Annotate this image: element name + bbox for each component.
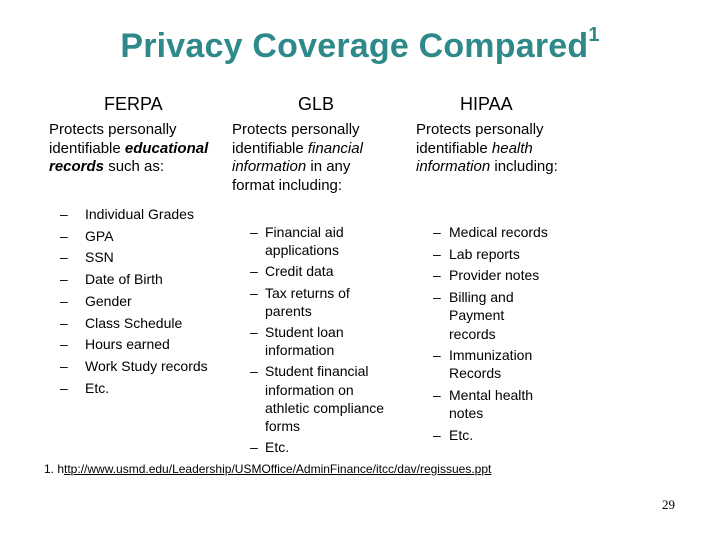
ferpa-desc-emphasis-2: records: [49, 158, 105, 175]
list-dash: –: [60, 379, 68, 396]
list-item-text: Immunization Records: [449, 347, 533, 382]
glb-description: [232, 121, 392, 195]
list-item: [60, 291, 230, 313]
glb-desc-text-2: in any format including:: [232, 158, 351, 194]
footnote-link[interactable]: ttp://www.usmd.edu/Leadership/USMOffice/AdminFinance/itcc/dav/regissues.ppt: [64, 462, 492, 476]
list-dash: –: [60, 271, 68, 288]
ferpa-desc-emphasis-1: educational: [124, 139, 209, 157]
hipaa-description: [416, 121, 566, 177]
list-dash: –: [250, 324, 258, 341]
ferpa-list: [60, 204, 230, 399]
list-dash: –: [433, 267, 441, 284]
list-dash: –: [60, 249, 68, 266]
list-item: [60, 334, 230, 356]
list-item: [250, 284, 400, 320]
list-item-text: Financial aid applications: [265, 224, 344, 259]
list-item: [250, 223, 400, 259]
glb-desc-text-1: Protects personally identifiable: [232, 121, 360, 157]
glb-list: [250, 223, 400, 456]
list-item: [60, 356, 230, 378]
list-dash: –: [250, 224, 258, 240]
list-item-text: Hours earned: [85, 336, 170, 353]
list-item: [250, 362, 400, 435]
hipaa-desc-text-2: including:: [490, 158, 558, 175]
list-item-text: GPA: [85, 227, 114, 244]
list-dash: –: [433, 245, 441, 262]
list-dash: –: [60, 227, 68, 244]
glb-desc-emphasis-2: information: [232, 158, 307, 175]
list-item-text: Mental health notes: [449, 387, 534, 422]
list-item-text: Student loan information: [265, 324, 344, 359]
list-item: [433, 245, 573, 263]
list-dash: –: [250, 263, 258, 280]
glb-header: GLB: [298, 94, 335, 114]
list-item-text: Etc.: [85, 379, 110, 396]
list-item: [433, 223, 573, 241]
list-item-text: Lab reports: [449, 245, 520, 262]
list-item-text: Gender: [85, 292, 132, 309]
title-footnote-marker: 1: [588, 23, 600, 46]
ferpa-description: [49, 121, 229, 177]
list-item-text: Work Study records: [85, 357, 208, 374]
list-item: [250, 262, 400, 280]
list-item: [433, 266, 573, 284]
list-dash: –: [433, 387, 441, 404]
hipaa-desc-emphasis-1: health information: [416, 139, 533, 175]
list-item: [60, 313, 230, 335]
list-dash: –: [250, 439, 258, 456]
list-dash: –: [60, 206, 68, 222]
list-dash: –: [60, 336, 68, 353]
page-number: 29: [662, 497, 675, 512]
list-item-text: SSN: [85, 249, 114, 266]
list-item-text: Class Schedule: [85, 314, 183, 331]
list-dash: –: [60, 292, 68, 309]
list-item-text: Tax returns of parents: [265, 284, 350, 319]
list-item-text: Etc.: [449, 427, 474, 444]
list-item: [433, 288, 553, 343]
list-item-text: Credit data: [265, 263, 334, 280]
list-dash: –: [433, 224, 441, 240]
list-item-text: Individual Grades: [85, 206, 194, 222]
list-item: [60, 378, 230, 400]
list-item: [60, 226, 230, 248]
source-footnote: [44, 462, 491, 476]
list-item: [433, 346, 559, 382]
hipaa-header: HIPAA: [460, 94, 513, 114]
list-item: [60, 204, 230, 226]
list-dash: –: [60, 357, 68, 374]
hipaa-list: [433, 223, 573, 444]
ferpa-desc-text-1: Protects personally identifiable: [49, 121, 177, 157]
list-dash: –: [250, 284, 258, 301]
list-item: [60, 269, 230, 291]
list-item-text: Date of Birth: [85, 271, 163, 288]
slide-title: [0, 23, 720, 66]
list-item-text: Student financial information on athletic compliance forms: [265, 363, 385, 435]
list-item-text: Etc.: [265, 439, 290, 456]
list-item-text: Billing and Payment records: [449, 289, 514, 342]
list-dash: –: [433, 427, 441, 444]
list-item: [250, 323, 400, 359]
list-item: [433, 386, 549, 422]
ferpa-header: FERPA: [104, 94, 163, 114]
list-item-text: Provider notes: [449, 267, 540, 284]
hipaa-desc-text-1: Protects personally identifiable: [416, 121, 544, 157]
list-dash: –: [433, 347, 441, 364]
glb-desc-emphasis-1: financial: [307, 139, 363, 157]
list-item-text: Medical records: [449, 224, 548, 240]
slide-title-text: Privacy Coverage Compared: [120, 27, 589, 65]
list-dash: –: [250, 363, 258, 380]
list-dash: –: [433, 289, 441, 306]
list-item: [250, 438, 400, 456]
list-item: [433, 426, 573, 444]
list-dash: –: [60, 314, 68, 331]
footnote-prefix: 1. h: [44, 462, 65, 476]
ferpa-desc-text-2: such as:: [104, 158, 165, 175]
list-item: [60, 247, 230, 269]
